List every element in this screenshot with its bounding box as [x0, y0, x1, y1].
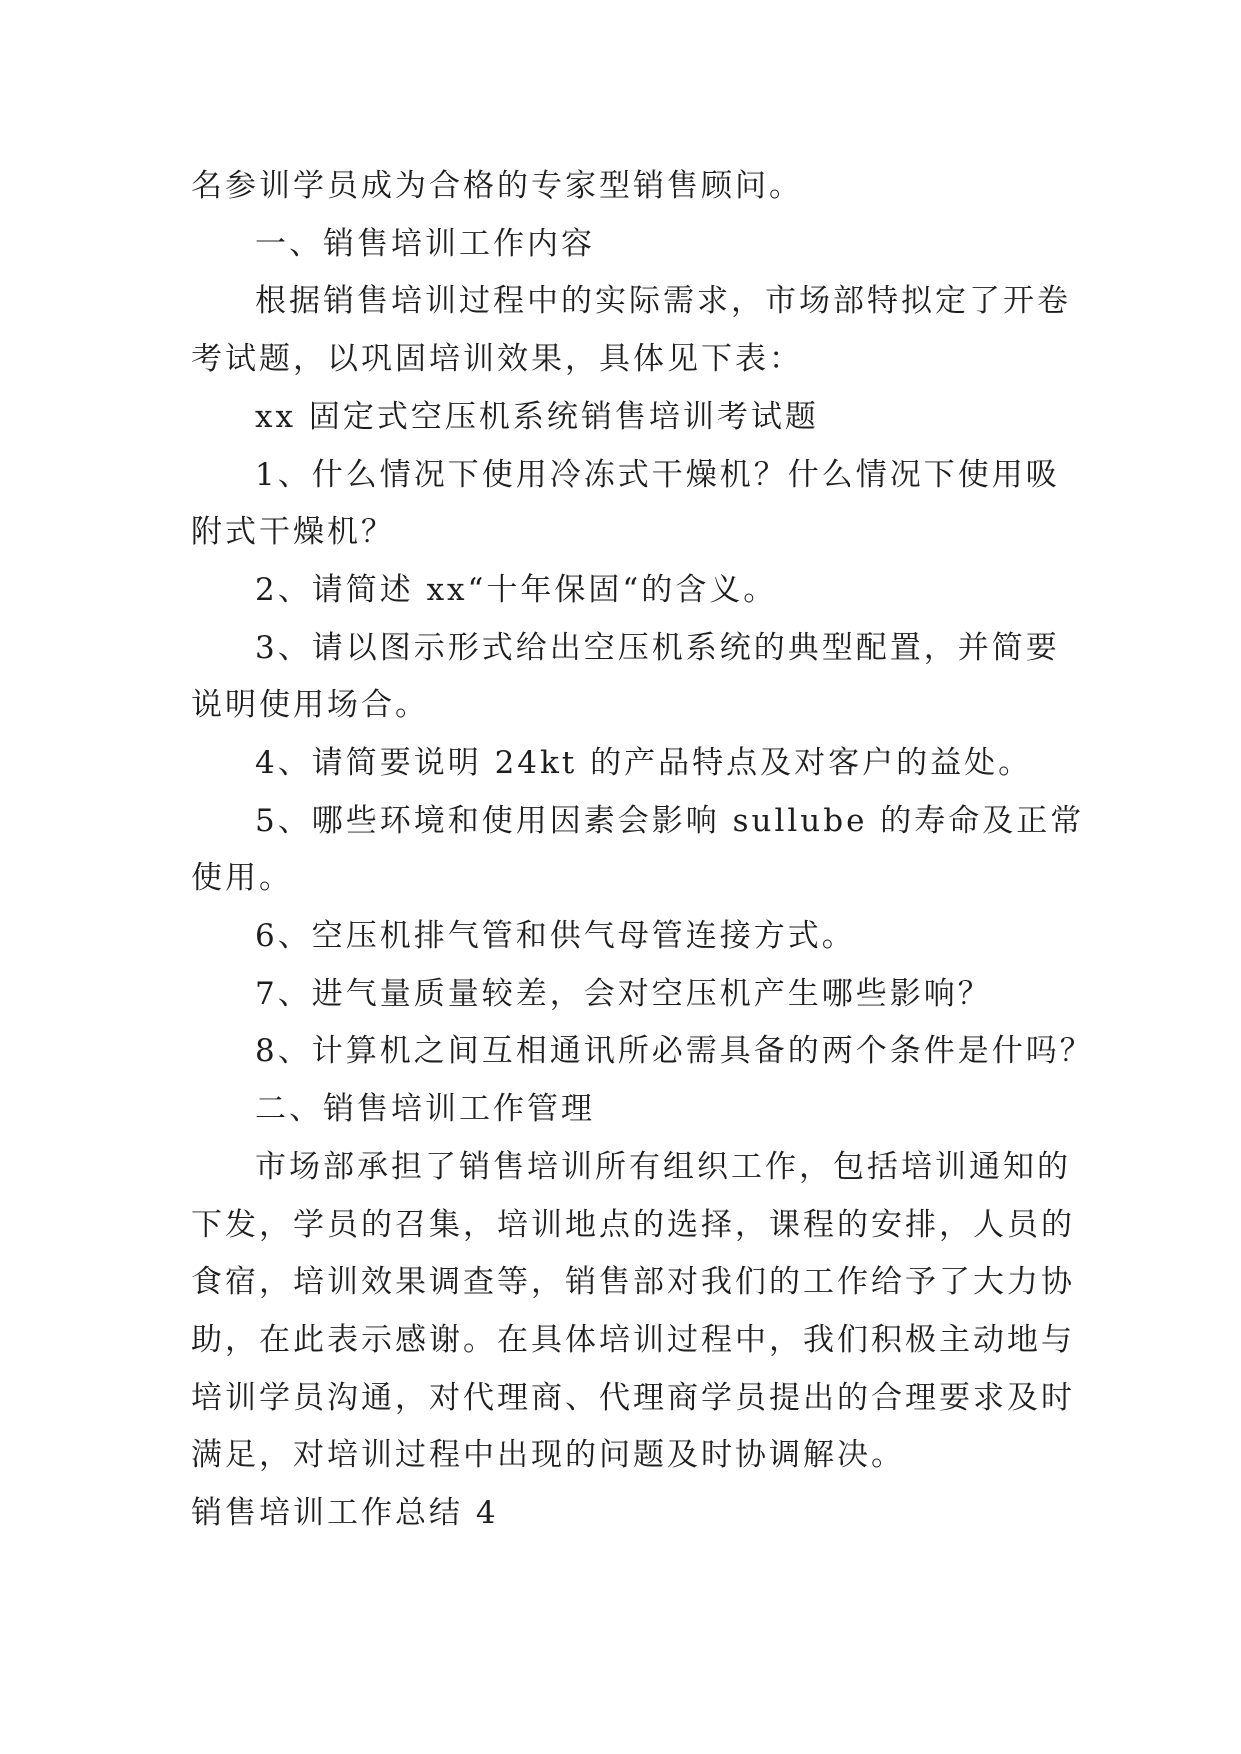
question-item: 6、空压机排气管和供气母管连接方式。 — [255, 918, 856, 954]
section-heading: 二、销售培训工作管理 — [255, 1091, 595, 1127]
question-item: 2、请简述 xx“十年保固“的含义。 — [255, 572, 778, 608]
text-line: 附式干燥机？ — [191, 514, 395, 550]
text-line: 市场部承担了销售培训所有组织工作，包括培训通知的 — [255, 1149, 1071, 1185]
text-line: 助，在此表示感谢。在具体培训过程中，我们积极主动地与 — [191, 1322, 1075, 1358]
text-line: 根据销售培训过程中的实际需求，市场部特拟定了开卷 — [255, 283, 1071, 319]
document-title: 销售培训工作总结 4 — [191, 1495, 499, 1531]
text-line: 培训学员沟通，对代理商、代理商学员提出的合理要求及时 — [191, 1380, 1075, 1416]
text-line: 食宿，培训效果调查等，销售部对我们的工作给予了大力协 — [191, 1264, 1075, 1300]
exam-title: xx 固定式空压机系统销售培训考试题 — [255, 399, 819, 435]
question-item: 4、请简要说明 24kt 的产品特点及对客户的益处。 — [255, 745, 1033, 781]
section-heading: 一、销售培训工作内容 — [255, 226, 595, 262]
text-line: 下发，学员的召集，培训地点的选择，课程的安排，人员的 — [191, 1207, 1075, 1243]
question-item: 3、请以图示形式给出空压机系统的典型配置，并简要 — [255, 630, 1060, 666]
question-item: 1、什么情况下使用冷冻式干燥机？什么情况下使用吸 — [255, 457, 1060, 493]
text-line: 使用。 — [191, 860, 293, 896]
question-item: 5、哪些环境和使用因素会影响 sullube 的寿命及正常 — [255, 803, 1085, 839]
text-line: 说明使用场合。 — [191, 687, 429, 723]
question-item: 8、计算机之间互相通讯所必需具备的两个条件是什吗？ — [255, 1033, 1094, 1069]
text-line: 考试题，以巩固培训效果，具体见下表： — [191, 341, 803, 377]
question-item: 7、进气量质量较差，会对空压机产生哪些影响？ — [255, 976, 992, 1012]
text-line: 满足，对培训过程中出现的问题及时协调解决。 — [191, 1437, 905, 1473]
text-line: 名参训学员成为合格的专家型销售顾问。 — [191, 168, 803, 204]
